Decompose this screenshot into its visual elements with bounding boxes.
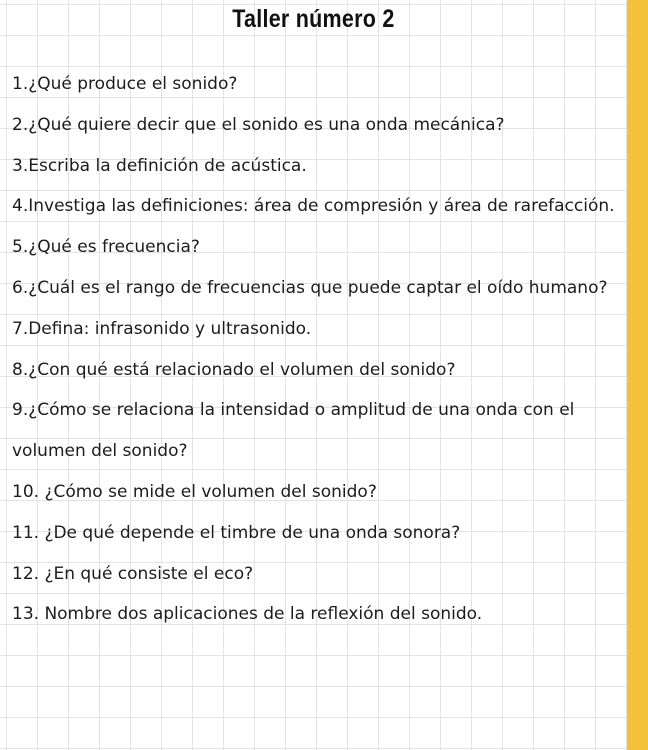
question-5: 5.¿Qué es frecuencia? bbox=[12, 237, 200, 258]
question-9: 9.¿Cómo se relaciona la intensidad o amplitud de una onda con el volumen del sonido? bbox=[12, 400, 575, 462]
question-11: 11. ¿De qué depende el timbre de una onda sonora? bbox=[12, 522, 461, 543]
yellow-margin-stripe bbox=[627, 0, 648, 750]
question-10: 10. ¿Cómo se mide el volumen del sonido? bbox=[12, 481, 377, 502]
question-12: 12. ¿En qué consiste el eco? bbox=[12, 563, 254, 584]
question-6: 6.¿Cuál es el rango de frecuencias que puede captar el oído humano? bbox=[12, 277, 608, 298]
question-4: 4.Investiga las definiciones: área de compresión y área de rarefacción. bbox=[12, 196, 615, 217]
question-2: 2.¿Qué quiere decir que el sonido es una onda mecánica? bbox=[12, 114, 505, 135]
question-list bbox=[12, 64, 617, 635]
question-3: 3.Escriba la definición de acústica. bbox=[12, 155, 307, 176]
question-8: 8.¿Con qué está relacionado el volumen del sonido? bbox=[12, 359, 456, 380]
question-1: 1.¿Qué produce el sonido? bbox=[12, 74, 238, 94]
question-13: 13. Nombre dos aplicaciones de la reflexión del sonido. bbox=[12, 604, 483, 625]
question-7: 7.Defina: infrasonido y ultrasonido. bbox=[12, 318, 312, 339]
page-title: Taller número 2 bbox=[232, 5, 395, 33]
